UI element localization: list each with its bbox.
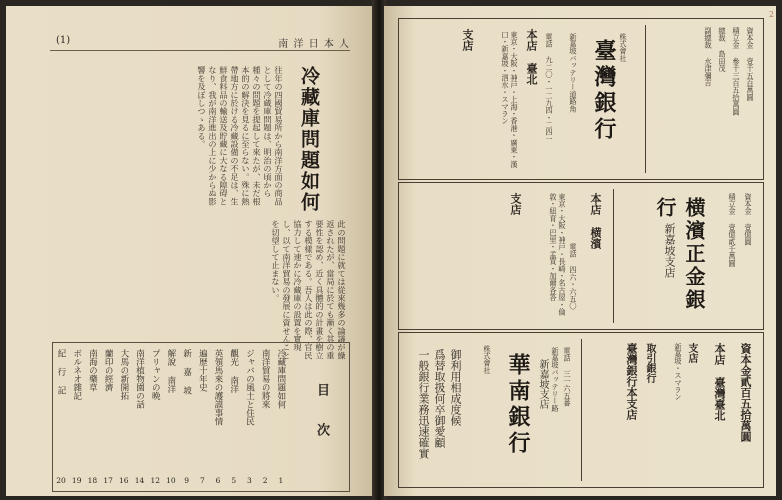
toc-entry[interactable]: 大馬の新開拓 16: [118, 349, 129, 485]
ad1-tel: 電話 九二〇・一二九四・二四一: [545, 33, 554, 143]
ad2-capital-1: 積立金 壹億貳千萬圓: [728, 193, 737, 267]
ad3-service-1: 爲替取扱何卒御愛顧: [433, 349, 446, 448]
toc-entry[interactable]: 遍歴十年史 7: [197, 349, 208, 485]
ad1-capital-2: 總裁 島田茂: [718, 27, 727, 72]
article-title: 冷藏庫問題如何: [298, 66, 320, 213]
ad2-branch-list: 東京・大阪・神戸・長崎・名古屋・倫敦・紐育・巴里・孟買・加爾各答: [549, 193, 567, 316]
toc-entry[interactable]: 冷藏庫問題如何 1: [275, 349, 286, 485]
ad2-tel: 電話 四六・六五〇: [569, 243, 578, 310]
ad3-branch-list: 新嘉坡・スマラン: [674, 343, 683, 401]
ad3-tel: 電話 三一六五番: [563, 347, 572, 407]
ad-hua-nan-bank: [398, 332, 764, 488]
ad2-head-city: 横濱: [589, 227, 602, 249]
toc-entry[interactable]: プリャンの晩 12: [150, 349, 161, 485]
toc-entry[interactable]: ジャバの風土と住民 3: [244, 349, 255, 485]
ad3-corp-type: 株式會社: [483, 345, 492, 374]
toc-entry[interactable]: 紀 行 記 20: [56, 349, 66, 485]
left-page: [6, 6, 374, 496]
ad2-head-label: 本店: [589, 193, 602, 215]
ad3-address: 新嘉坡バッテリー路: [551, 347, 560, 412]
toc-entry[interactable]: 解說 南洋 10: [165, 349, 176, 485]
ad2-bank-name: 横濱正金銀行: [653, 197, 706, 312]
ad3-head-label: 本店: [713, 343, 726, 365]
ad1-branch-label: 支店: [461, 29, 474, 51]
toc-entry[interactable]: ボルネオ雜記 19: [71, 349, 82, 485]
table-of-contents: [52, 342, 350, 492]
ad1-corp-type: 株式會社: [619, 33, 628, 62]
ad3-agent-name: 臺灣銀行本支店: [625, 343, 638, 420]
ad-yokohama-specie-bank: [398, 182, 764, 330]
ad3-capital: 資本金貳百五拾萬圓: [739, 343, 752, 442]
ad1-capital-1: 積立金 參千三百五拾萬圓: [732, 27, 741, 116]
ad1-capital-0: 資本金 壹千五百萬圓: [746, 27, 755, 101]
article-body-col1: 往年の四國貿易所から南洋方面の商品として冷蔵庫問題は、明治の頃から種々の問題を提起して來たが、未だ根本的の解決を見るに至らない。殊に熱帶地方に於ける冷藏設備の不足は、生鮮食料品の輸送及貯藏に大なる障碍となり、我が南洋進出の上に少からぬ影響を及ぼしつゝある。: [197, 66, 284, 206]
toc-entry[interactable]: 蘭印の經濟 17: [103, 349, 114, 485]
article-body-col2: 此の問題に就ては從來幾多の論議が繰返されたが、當局に於ても漸く其の重要性を認め、近く具體的の計畫を樹立する模樣である。吾人は此の際、官民協力して速かに冷藏庫の設置を實現し、以て南洋貿易の發展に資せんことを切望して止まない。: [271, 220, 347, 360]
ad3-branch-label: 支店: [686, 343, 697, 363]
ad1-head-city: 臺北: [525, 63, 538, 85]
ad3-head-city: 臺灣臺北: [713, 377, 726, 421]
ad1-branch-list: 東京・大阪・神戸・上海・香港・廣東・漢口・新嘉坡・泗水・スマラン: [501, 31, 519, 168]
header-page-number: (1): [56, 35, 71, 46]
page-header: [50, 32, 350, 51]
ad-bank-of-taiwan: [398, 18, 764, 180]
ad3-service-0: 一般銀行業務迅速確實: [417, 349, 430, 459]
ad2-sub-title: 新嘉坡支店: [663, 223, 676, 278]
ad3-service-2: 御利用相成度候: [449, 349, 462, 426]
toc-entry[interactable]: 新 嘉 坡 9: [181, 349, 192, 485]
ad1-capital-3: 副總裁 水津彌吉: [704, 27, 713, 87]
toc-entry[interactable]: 觀光 南洋 5: [228, 349, 239, 485]
toc-heading: 目 次: [314, 383, 329, 442]
toc-entry[interactable]: 南洋植物園の話 14: [134, 349, 145, 485]
ad3-sub-title: 新嘉坡支店: [537, 359, 548, 409]
ad1-note: 新嘉坡バッテリー道路角: [569, 33, 578, 113]
header-title: 南 洋 日 本 人: [278, 39, 350, 50]
ad3-agent-label: 取引銀行: [644, 343, 655, 383]
ad1-bank-name: 臺灣銀行: [591, 39, 617, 143]
ad2-capital-0: 資本金 壹億圓: [744, 193, 753, 246]
toc-entry[interactable]: 南海の藥草 18: [87, 349, 98, 485]
toc-entries: [55, 349, 287, 487]
toc-entry[interactable]: 南洋貿易の將來 2: [260, 349, 271, 485]
ad2-branch-label: 支店: [509, 193, 522, 215]
corner-mark: 2: [768, 10, 774, 19]
ad3-bank-name: 華南銀行: [505, 353, 531, 457]
ad1-head-label: 本店: [525, 29, 538, 51]
toc-entry[interactable]: 英領馬來の護謨事情 6: [213, 349, 224, 485]
right-page: [384, 6, 776, 496]
